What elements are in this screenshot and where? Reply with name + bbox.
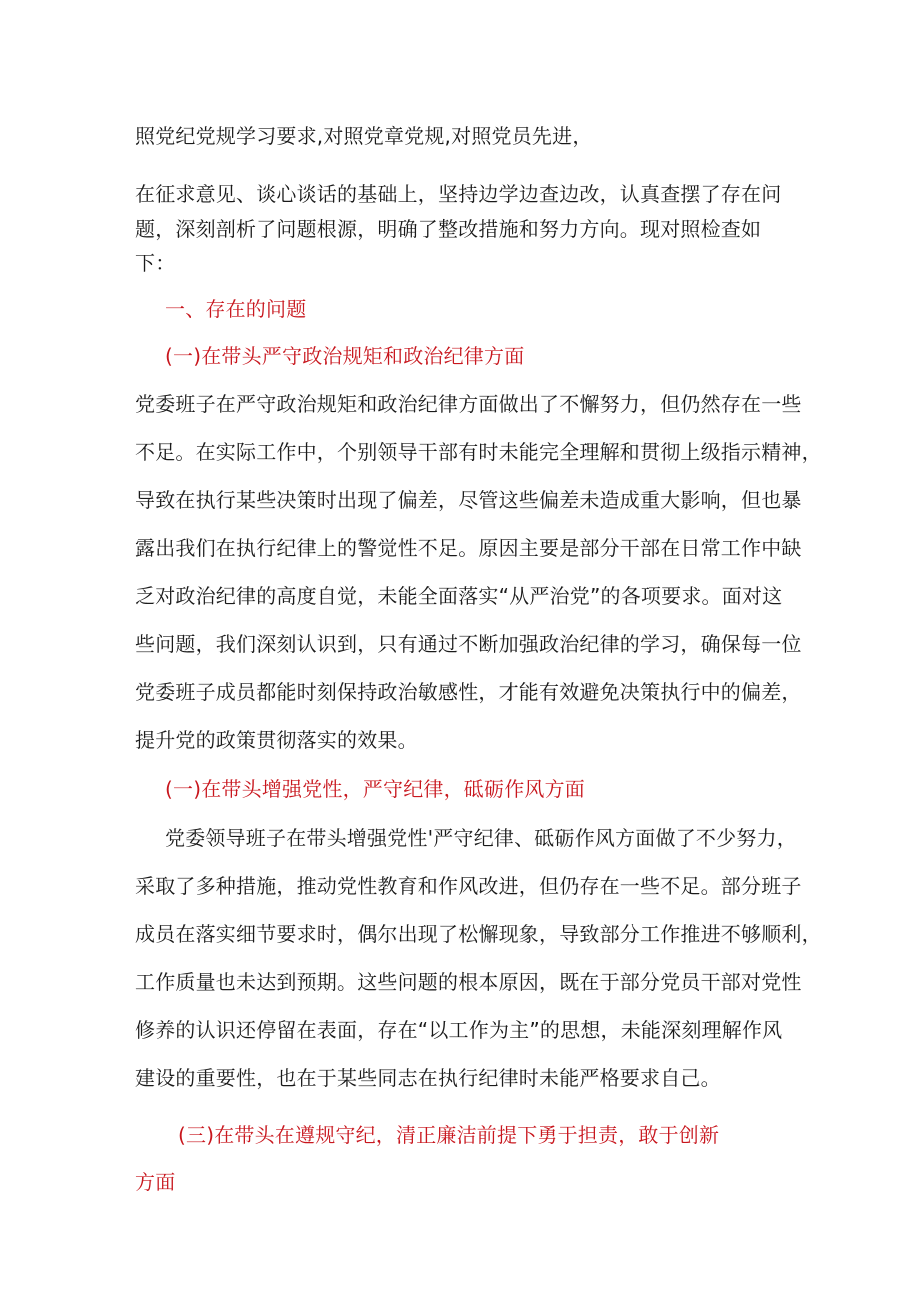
paragraph-line: 不足。在实际工作中，个别领导干部有时未能完全理解和贯彻上级指示精神， (135, 440, 822, 464)
paragraph-line: 党委领导班子在带头增强党性'严守纪律、砥砺作风方面做了不少努力， (165, 826, 797, 850)
subsection-heading: (一)在带头增强党性，严守纪律，砥砺作风方面 (165, 777, 586, 801)
paragraph-line: 导致在执行某些决策时出现了偏差，尽管这些偏差未造成重大影响，但也暴 (135, 488, 802, 512)
intro-line: 在征求意见、谈心谈话的基础上，坚持边学边查边改，认真查摆了存在问 (135, 182, 782, 206)
paragraph-line: 露出我们在执行纪律上的警觉性不足。原因主要是部分干部在日常工作中缺 (135, 536, 802, 560)
paragraph-line: 提升党的政策贯彻落实的效果。 (135, 728, 418, 752)
subsection-heading: (一)在带头严守政治规矩和政治纪律方面 (165, 344, 525, 368)
subsection-heading: (三)在带头在遵规守纪，清正廉洁前提下勇于担责，敢于创新 (178, 1123, 720, 1147)
paragraph-line: 建设的重要性，也在于某些同志在执行纪律时未能严格要求自己。 (135, 1066, 721, 1090)
paragraph-line: 些问题，我们深刻认识到，只有通过不断加强政治纪律的学习，确保每一位 (135, 632, 802, 656)
paragraph-line: 党委班子成员都能时刻保持政治敏感性，才能有效避免决策执行中的偏差， (135, 680, 802, 704)
intro-line: 题，深刻剖析了问题根源，明确了整改措施和努力方向。现对照检查如 (135, 217, 762, 241)
section-heading: 一、存在的问题 (165, 297, 307, 321)
paragraph-line: 采取了多种措施，推动党性教育和作风改进，但仍存在一些不足。部分班子 (135, 874, 802, 898)
paragraph-line: 乏对政治纪律的高度自觉，未能全面落实“从严治党”的各项要求。面对这 (135, 584, 783, 608)
intro-line: 下： (135, 251, 176, 275)
paragraph-line: 成员在落实细节要求时，偶尔出现了松懈现象，导致部分工作推进不够顺利， (135, 922, 822, 946)
paragraph-line: 工作质量也未达到预期。这些问题的根本原因，既在于部分党员干部对党性 (135, 970, 802, 994)
intro-line: 照党纪党规学习要求,对照党章党规,对照党员先进， (135, 124, 593, 148)
subsection-heading-continuation: 方面 (135, 1170, 176, 1194)
paragraph-line: 党委班子在严守政治规矩和政治纪律方面做出了不懈努力，但仍然存在一些 (135, 392, 802, 416)
paragraph-line: 修养的认识还停留在表面，存在“以工作为主”的思想，未能深刻理解作风 (135, 1018, 783, 1042)
